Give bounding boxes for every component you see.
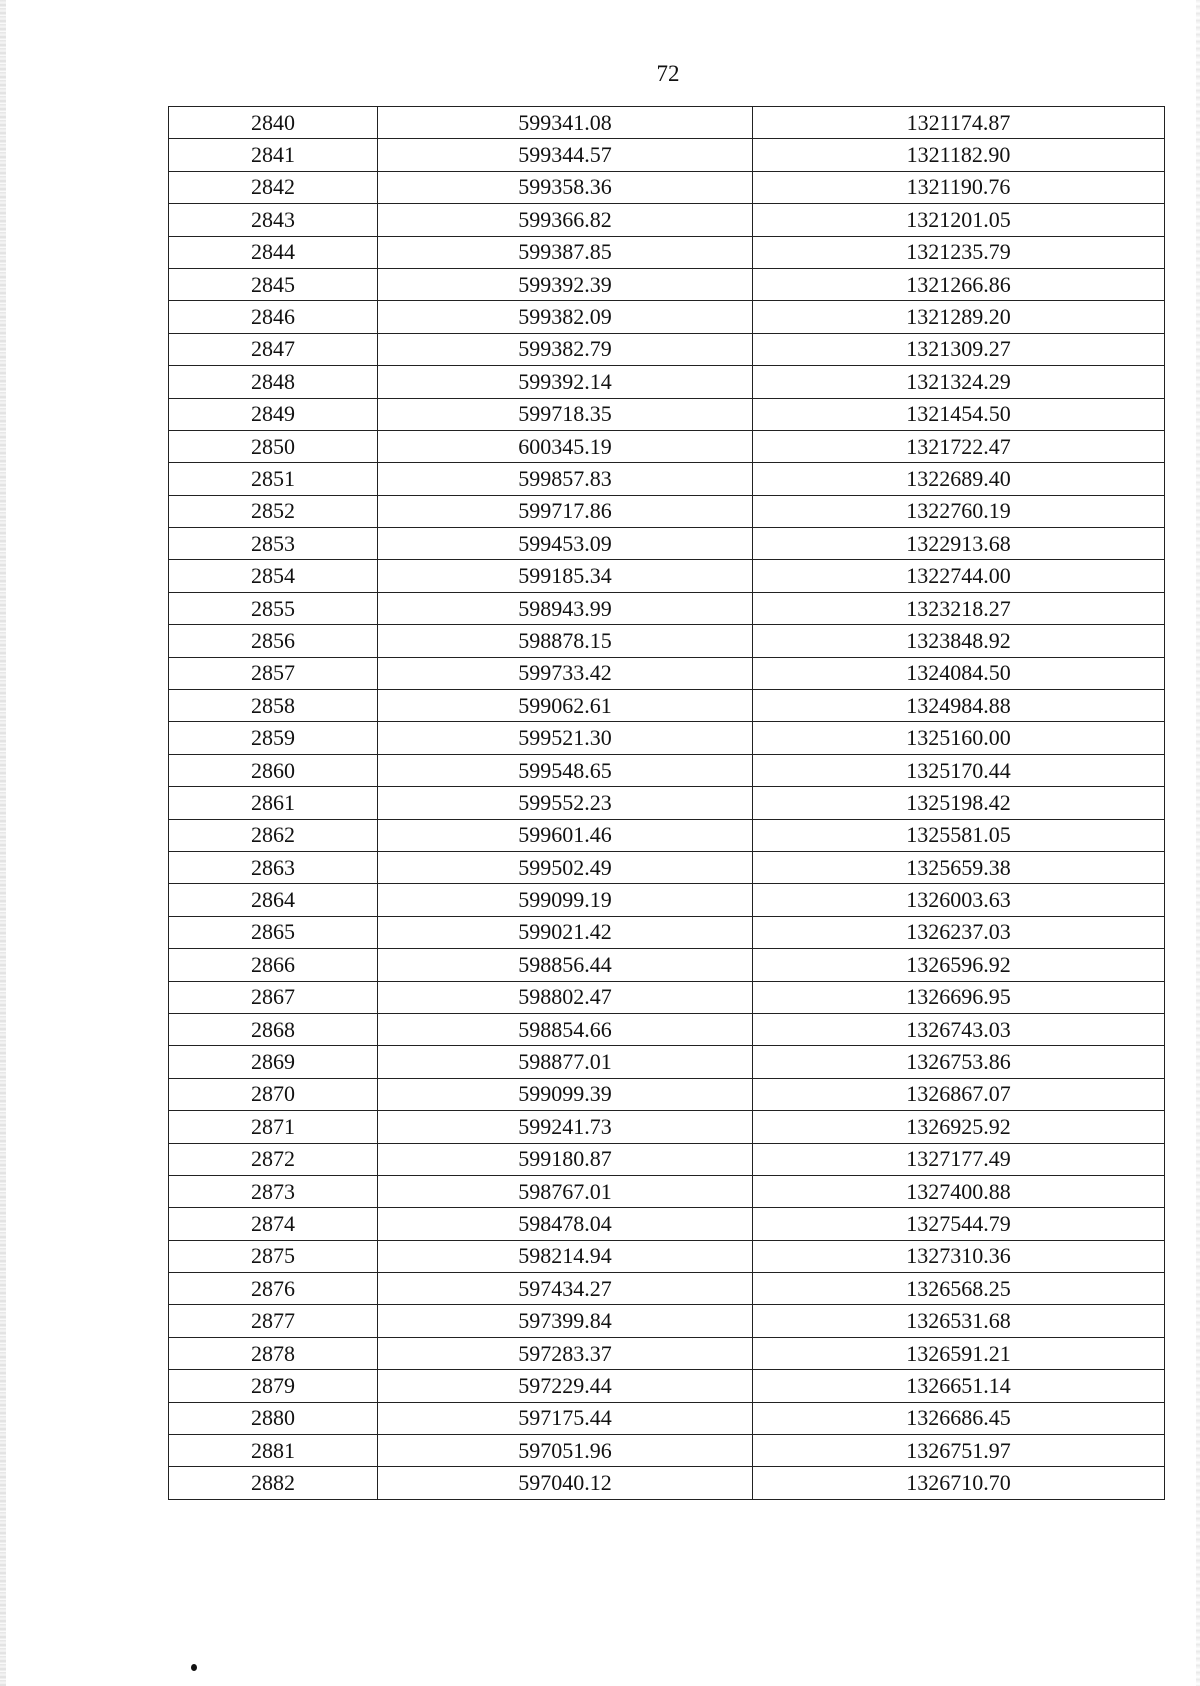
coordinate-x-cell: 599099.39	[378, 1078, 753, 1110]
coordinate-y-cell: 1325170.44	[753, 754, 1165, 786]
table-row	[169, 1111, 1165, 1143]
coordinate-y-cell: 1321182.90	[753, 139, 1165, 171]
table-row	[169, 1273, 1165, 1305]
coordinate-x-cell: 599099.19	[378, 884, 753, 916]
coordinate-y-cell: 1321266.86	[753, 268, 1165, 300]
coordinate-y-cell: 1326867.07	[753, 1078, 1165, 1110]
point-number-cell: 2869	[169, 1046, 378, 1078]
scan-edge-right	[1196, 0, 1200, 1686]
coordinate-x-cell: 598943.99	[378, 592, 753, 624]
coordinate-y-cell: 1324084.50	[753, 657, 1165, 689]
point-number-cell: 2868	[169, 1013, 378, 1045]
coordinate-y-cell: 1326753.86	[753, 1046, 1165, 1078]
point-number-cell: 2858	[169, 690, 378, 722]
coordinate-x-cell: 599185.34	[378, 560, 753, 592]
coordinate-x-cell: 599717.86	[378, 495, 753, 527]
table-row	[169, 787, 1165, 819]
point-number-cell: 2876	[169, 1273, 378, 1305]
table-row	[169, 398, 1165, 430]
point-number-cell: 2874	[169, 1208, 378, 1240]
table-row	[169, 171, 1165, 203]
coordinate-x-cell: 599733.42	[378, 657, 753, 689]
point-number-cell: 2867	[169, 981, 378, 1013]
point-number-cell: 2862	[169, 819, 378, 851]
point-number-cell: 2880	[169, 1402, 378, 1434]
coordinate-y-cell: 1321722.47	[753, 430, 1165, 462]
coordinate-y-cell: 1326925.92	[753, 1111, 1165, 1143]
table-row	[169, 819, 1165, 851]
coordinate-x-cell: 598802.47	[378, 981, 753, 1013]
point-number-cell: 2875	[169, 1240, 378, 1272]
coordinate-y-cell: 1326710.70	[753, 1467, 1165, 1499]
table-row	[169, 366, 1165, 398]
table-row	[169, 1175, 1165, 1207]
coordinate-x-cell: 599358.36	[378, 171, 753, 203]
coordinate-y-cell: 1327544.79	[753, 1208, 1165, 1240]
table-row	[169, 1337, 1165, 1369]
point-number-cell: 2856	[169, 625, 378, 657]
coordinate-x-cell: 597040.12	[378, 1467, 753, 1499]
table-row	[169, 1143, 1165, 1175]
point-number-cell: 2855	[169, 592, 378, 624]
table-row	[169, 1435, 1165, 1467]
coordinate-y-cell: 1326743.03	[753, 1013, 1165, 1045]
coordinate-y-cell: 1326751.97	[753, 1435, 1165, 1467]
coordinate-y-cell: 1322744.00	[753, 560, 1165, 592]
point-number-cell: 2849	[169, 398, 378, 430]
coordinate-x-cell: 599021.42	[378, 916, 753, 948]
point-number-cell: 2841	[169, 139, 378, 171]
table-row	[169, 625, 1165, 657]
coordinate-y-cell: 1321289.20	[753, 301, 1165, 333]
coordinate-y-cell: 1322913.68	[753, 528, 1165, 560]
coordinate-x-cell: 597434.27	[378, 1273, 753, 1305]
table-row	[169, 301, 1165, 333]
coordinates-table-body	[169, 107, 1165, 1500]
coordinate-x-cell: 598478.04	[378, 1208, 753, 1240]
table-row	[169, 722, 1165, 754]
table-row	[169, 463, 1165, 495]
coordinate-y-cell: 1326531.68	[753, 1305, 1165, 1337]
point-number-cell: 2882	[169, 1467, 378, 1499]
point-number-cell: 2872	[169, 1143, 378, 1175]
table-row	[169, 1208, 1165, 1240]
coordinate-y-cell: 1326686.45	[753, 1402, 1165, 1434]
coordinate-y-cell: 1322689.40	[753, 463, 1165, 495]
point-number-cell: 2859	[169, 722, 378, 754]
point-number-cell: 2873	[169, 1175, 378, 1207]
page-number: 72	[656, 61, 680, 86]
coordinate-x-cell: 599453.09	[378, 528, 753, 560]
table-row	[169, 560, 1165, 592]
coordinate-x-cell: 599392.39	[378, 268, 753, 300]
table-row	[169, 528, 1165, 560]
coordinate-y-cell: 1321201.05	[753, 204, 1165, 236]
coordinate-x-cell: 599062.61	[378, 690, 753, 722]
point-number-cell: 2857	[169, 657, 378, 689]
coordinate-y-cell: 1321309.27	[753, 333, 1165, 365]
point-number-cell: 2848	[169, 366, 378, 398]
table-row	[169, 333, 1165, 365]
point-number-cell: 2881	[169, 1435, 378, 1467]
coordinate-y-cell: 1324984.88	[753, 690, 1165, 722]
table-row	[169, 268, 1165, 300]
coordinate-x-cell: 597051.96	[378, 1435, 753, 1467]
coordinate-y-cell: 1321190.76	[753, 171, 1165, 203]
point-number-cell: 2866	[169, 949, 378, 981]
table-row	[169, 1046, 1165, 1078]
table-row	[169, 107, 1165, 139]
table-row	[169, 1402, 1165, 1434]
coordinate-y-cell: 1326591.21	[753, 1337, 1165, 1369]
point-number-cell: 2850	[169, 430, 378, 462]
coordinate-x-cell: 599601.46	[378, 819, 753, 851]
point-number-cell: 2842	[169, 171, 378, 203]
coordinate-x-cell: 599392.14	[378, 366, 753, 398]
point-number-cell: 2852	[169, 495, 378, 527]
table-row	[169, 139, 1165, 171]
coordinate-y-cell: 1323218.27	[753, 592, 1165, 624]
table-row	[169, 884, 1165, 916]
point-number-cell: 2877	[169, 1305, 378, 1337]
table-row	[169, 916, 1165, 948]
point-number-cell: 2863	[169, 851, 378, 883]
coordinate-x-cell: 597399.84	[378, 1305, 753, 1337]
coordinate-y-cell: 1323848.92	[753, 625, 1165, 657]
coordinate-y-cell: 1321235.79	[753, 236, 1165, 268]
table-row	[169, 657, 1165, 689]
point-number-cell: 2860	[169, 754, 378, 786]
coordinate-y-cell: 1321174.87	[753, 107, 1165, 139]
coordinate-y-cell: 1326237.03	[753, 916, 1165, 948]
point-number-cell: 2864	[169, 884, 378, 916]
coordinate-x-cell: 599344.57	[378, 139, 753, 171]
coordinate-x-cell: 600345.19	[378, 430, 753, 462]
coordinate-y-cell: 1325198.42	[753, 787, 1165, 819]
table-row	[169, 981, 1165, 1013]
table-row	[169, 1078, 1165, 1110]
coordinate-x-cell: 598767.01	[378, 1175, 753, 1207]
point-number-cell: 2871	[169, 1111, 378, 1143]
coordinate-y-cell: 1326696.95	[753, 981, 1165, 1013]
coordinate-x-cell: 598214.94	[378, 1240, 753, 1272]
coordinate-y-cell: 1321454.50	[753, 398, 1165, 430]
table-row	[169, 754, 1165, 786]
coordinate-x-cell: 597175.44	[378, 1402, 753, 1434]
coordinate-y-cell: 1321324.29	[753, 366, 1165, 398]
coordinate-x-cell: 599366.82	[378, 204, 753, 236]
coordinate-x-cell: 599180.87	[378, 1143, 753, 1175]
coordinate-x-cell: 598854.66	[378, 1013, 753, 1045]
coordinate-x-cell: 598877.01	[378, 1046, 753, 1078]
table-row	[169, 1013, 1165, 1045]
coordinate-y-cell: 1327400.88	[753, 1175, 1165, 1207]
coordinate-y-cell: 1326568.25	[753, 1273, 1165, 1305]
point-number-cell: 2843	[169, 204, 378, 236]
point-number-cell: 2854	[169, 560, 378, 592]
coordinate-x-cell: 599241.73	[378, 1111, 753, 1143]
table-row	[169, 592, 1165, 624]
coordinate-y-cell: 1322760.19	[753, 495, 1165, 527]
coordinate-x-cell: 599521.30	[378, 722, 753, 754]
point-number-cell: 2840	[169, 107, 378, 139]
point-number-cell: 2853	[169, 528, 378, 560]
table-row	[169, 495, 1165, 527]
coordinate-y-cell: 1326596.92	[753, 949, 1165, 981]
point-number-cell: 2861	[169, 787, 378, 819]
point-number-cell: 2879	[169, 1370, 378, 1402]
coordinate-x-cell: 598856.44	[378, 949, 753, 981]
coordinate-y-cell: 1325160.00	[753, 722, 1165, 754]
coordinate-x-cell: 599548.65	[378, 754, 753, 786]
coordinates-table	[168, 106, 1165, 1500]
point-number-cell: 2851	[169, 463, 378, 495]
point-number-cell: 2846	[169, 301, 378, 333]
stray-dot-mark	[191, 1664, 197, 1671]
table-row	[169, 1370, 1165, 1402]
table-row	[169, 1467, 1165, 1499]
point-number-cell: 2878	[169, 1337, 378, 1369]
coordinate-x-cell: 599341.08	[378, 107, 753, 139]
coordinate-x-cell: 597283.37	[378, 1337, 753, 1369]
coordinate-x-cell: 599382.09	[378, 301, 753, 333]
table-row	[169, 204, 1165, 236]
point-number-cell: 2870	[169, 1078, 378, 1110]
coordinate-y-cell: 1327177.49	[753, 1143, 1165, 1175]
point-number-cell: 2845	[169, 268, 378, 300]
coordinate-y-cell: 1326003.63	[753, 884, 1165, 916]
coordinate-x-cell: 599382.79	[378, 333, 753, 365]
coordinate-x-cell: 598878.15	[378, 625, 753, 657]
point-number-cell: 2844	[169, 236, 378, 268]
coordinate-y-cell: 1326651.14	[753, 1370, 1165, 1402]
coordinate-x-cell: 599718.35	[378, 398, 753, 430]
table-row	[169, 949, 1165, 981]
coordinate-x-cell: 597229.44	[378, 1370, 753, 1402]
coordinate-y-cell: 1327310.36	[753, 1240, 1165, 1272]
table-row	[169, 430, 1165, 462]
table-row	[169, 236, 1165, 268]
table-row	[169, 1240, 1165, 1272]
point-number-cell: 2865	[169, 916, 378, 948]
coordinate-x-cell: 599857.83	[378, 463, 753, 495]
table-row	[169, 1305, 1165, 1337]
table-row	[169, 851, 1165, 883]
coordinate-y-cell: 1325659.38	[753, 851, 1165, 883]
coordinate-x-cell: 599552.23	[378, 787, 753, 819]
point-number-cell: 2847	[169, 333, 378, 365]
coordinate-y-cell: 1325581.05	[753, 819, 1165, 851]
scan-edge-left	[0, 0, 6, 1686]
coordinate-x-cell: 599387.85	[378, 236, 753, 268]
table-row	[169, 690, 1165, 722]
coordinate-x-cell: 599502.49	[378, 851, 753, 883]
